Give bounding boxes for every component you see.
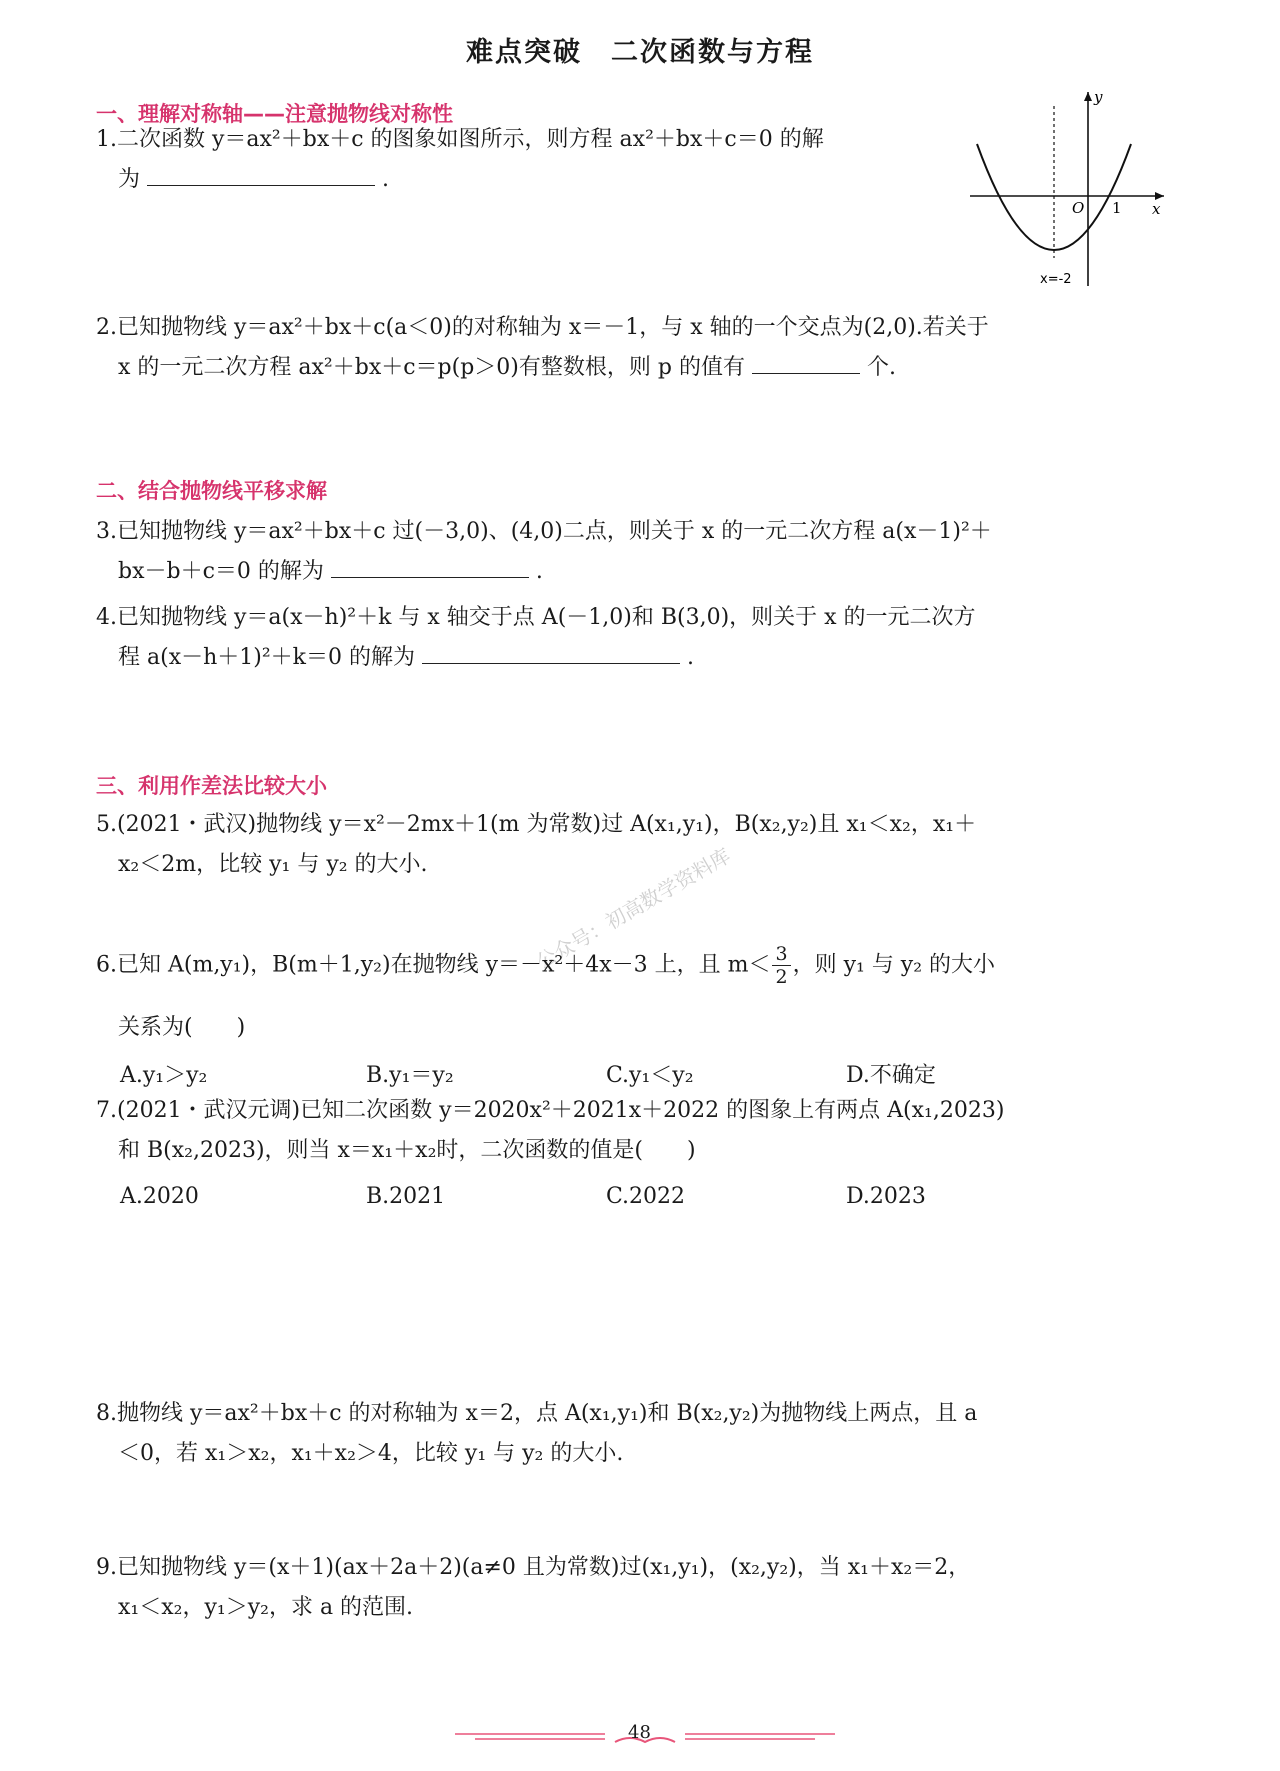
question-2 <box>96 308 989 388</box>
option-6d[interactable]: D.不确定 <box>846 1063 936 1088</box>
section-3-heading: 三、利用作差法比较大小 <box>96 774 327 798</box>
fraction-numerator: 3 <box>772 943 790 966</box>
question-8 <box>96 1394 977 1474</box>
question-6-text-end: ，则 y₁ 与 y₂ 的大小 <box>792 952 996 978</box>
question-4 <box>96 598 976 678</box>
question-5-line-1: 5.(2021・武汉)抛物线 y＝x²－2mx＋1(m 为常数)过 A(x₁,y₁)，B(x₂,y₂)且 x₁＜x₂，x₁＋ <box>96 812 977 837</box>
question-7-line-1: 7.(2021・武汉元调)已知二次函数 y＝2020x²＋2021x＋2022 的图象上有两点 A(x₁,2023) <box>96 1098 1005 1123</box>
question-5-line-2: x₂＜2m，比较 y₁ 与 y₂ 的大小. <box>118 852 428 877</box>
answer-blank-3[interactable] <box>331 557 529 578</box>
question-6-line-1 <box>96 943 995 988</box>
option-6b[interactable]: B.y₁＝y₂ <box>366 1063 454 1088</box>
fraction-three-halves <box>772 943 790 988</box>
option-6c[interactable]: C.y₁＜y₂ <box>606 1063 694 1088</box>
y-axis-arrow <box>1084 92 1092 101</box>
question-1-line-1: 1.二次函数 y＝ax²＋bx＋c 的图象如图所示，则方程 ax²＋bx＋c＝0 的解 <box>96 127 824 152</box>
question-1-text: 为 <box>118 167 141 192</box>
question-4-line-1: 4.已知抛物线 y＝a(x－h)²＋k 与 x 轴交于点 A(－1,0)和 B(3,0)，则关于 x 的一元二次方 <box>96 605 976 630</box>
parabola-figure <box>962 86 1172 296</box>
question-4-text: 程 a(x－h＋1)²＋k＝0 的解为 <box>118 645 415 670</box>
question-8-line-1: 8.抛物线 y＝ax²＋bx＋c 的对称轴为 x＝2，点 A(x₁,y₁)和 B(x₂,y₂)为抛物线上两点，且 a <box>96 1401 978 1426</box>
question-9-line-2: x₁＜x₂，y₁＞y₂，求 a 的范围. <box>118 1595 414 1620</box>
question-3-text: bx－b＋c＝0 的解为 <box>118 559 324 584</box>
question-6-text: 6.已知 A(m,y₁)，B(m＋1,y₂)在抛物线 y＝－x²＋4x－3 上，且 m＜ <box>96 952 771 978</box>
question-3-end: . <box>535 559 543 584</box>
question-1 <box>96 120 824 200</box>
question-4-end: . <box>687 645 694 670</box>
question-2-text: x 的一元二次方程 ax²＋bx＋c＝p(p＞0)有整数根，则 p 的值有 <box>118 355 745 380</box>
question-2-end: 个. <box>866 355 896 380</box>
question-5 <box>96 805 976 885</box>
question-6 <box>96 943 995 988</box>
answer-blank-1[interactable] <box>147 165 375 186</box>
answer-blank-4[interactable] <box>422 643 680 664</box>
question-7-line-2: 和 B(x₂,2023)，则当 x＝x₁＋x₂时，二次函数的值是( ) <box>118 1138 696 1163</box>
origin-label: O <box>1072 199 1085 217</box>
question-1-line-2 <box>96 160 824 200</box>
section-1-heading: 一、理解对称轴——注意抛物线对称性 <box>96 102 453 126</box>
section-2-heading: 二、结合抛物线平移求解 <box>96 479 327 503</box>
question-9 <box>96 1548 970 1628</box>
option-7c[interactable]: C.2022 <box>606 1184 686 1209</box>
x-axis-arrow <box>1155 192 1164 200</box>
symmetry-axis-label: x=-2 <box>1040 272 1072 287</box>
option-7d[interactable]: D.2023 <box>846 1184 926 1209</box>
fraction-denominator: 2 <box>775 966 788 988</box>
question-2-line-2 <box>96 348 989 388</box>
question-1-end: . <box>382 167 390 192</box>
question-6-line-2: 关系为( ) <box>118 1015 246 1040</box>
question-3-line-1: 3.已知抛物线 y＝ax²＋bx＋c 过(－3,0)、(4,0)二点，则关于 x 的一元二次方程 a(x－1)²＋ <box>96 519 992 544</box>
question-3 <box>96 512 992 592</box>
answer-blank-2[interactable] <box>752 353 860 374</box>
y-axis-label: y <box>1094 88 1103 106</box>
x-axis-label: x <box>1152 200 1161 218</box>
option-7a[interactable]: A.2020 <box>120 1184 199 1209</box>
watermark: 公众号：初高数学资料库 <box>532 843 735 975</box>
tick-label-1: 1 <box>1112 199 1122 217</box>
page-title: 难点突破 二次函数与方程 <box>466 37 814 68</box>
question-9-line-1: 9.已知抛物线 y＝(x＋1)(ax＋2a＋2)(a≠0 且为常数)过(x₁,y₁)，(x₂,y₂)，当 x₁＋x₂＝2， <box>96 1555 971 1580</box>
question-3-line-2 <box>96 552 992 592</box>
question-2-line-1: 2.已知抛物线 y＝ax²＋bx＋c(a＜0)的对称轴为 x＝－1，与 x 轴的一个交点为(2,0).若关于 <box>96 315 989 340</box>
page-number: 48 <box>628 1722 651 1743</box>
question-7 <box>96 1091 1004 1171</box>
option-6a[interactable]: A.y₁＞y₂ <box>120 1063 208 1088</box>
question-8-line-2: ＜0，若 x₁＞x₂，x₁＋x₂＞4，比较 y₁ 与 y₂ 的大小. <box>118 1441 624 1466</box>
option-7b[interactable]: B.2021 <box>366 1184 446 1209</box>
question-4-line-2 <box>96 638 976 678</box>
